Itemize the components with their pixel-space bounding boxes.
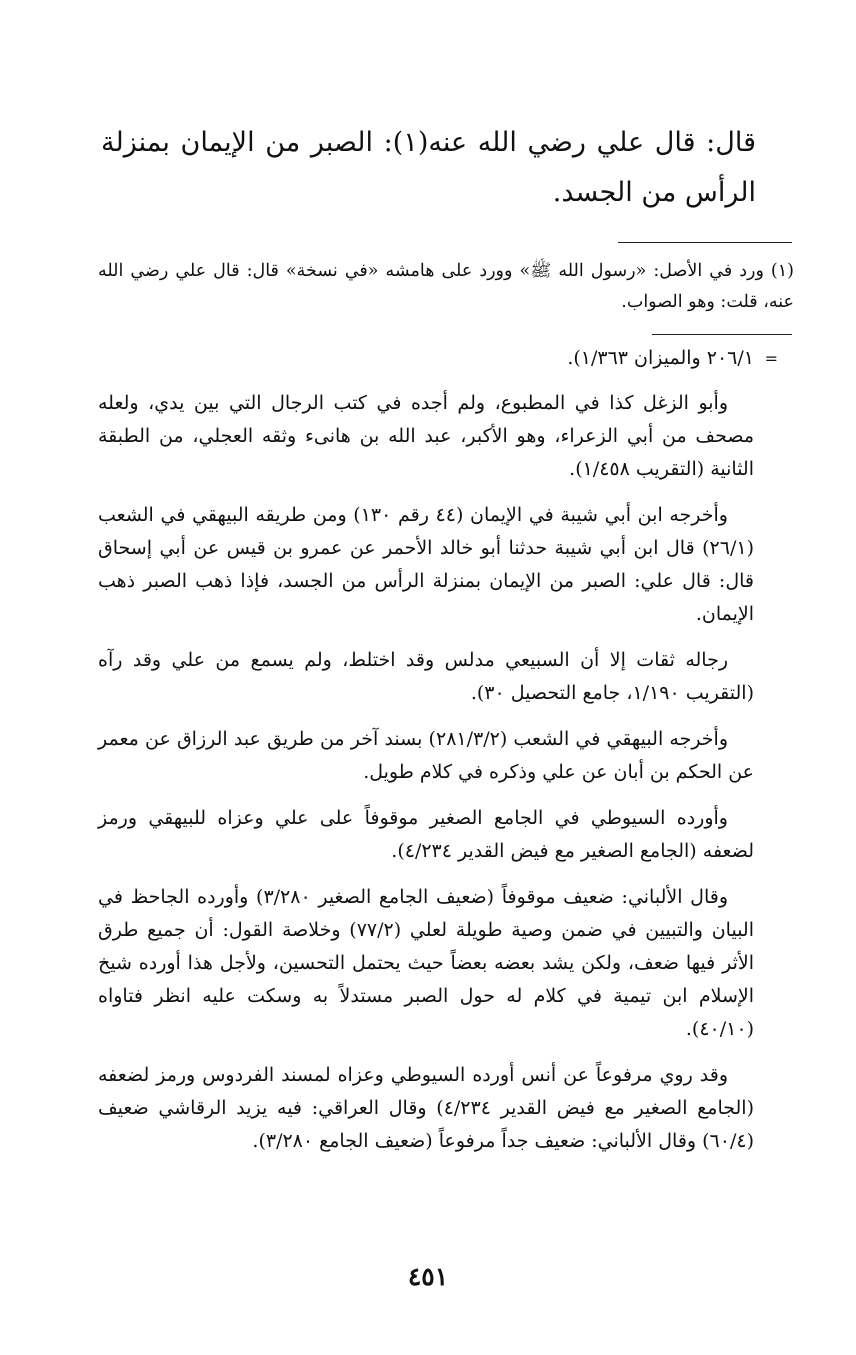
note-paragraph: وأخرجه البيهقي في الشعب (٢٨١/٣/٢) بسند آخر من طريق عبد الرزاق عن معمر عن الحكم بن أبان عن علي وذكره في كلام طويل. — [98, 728, 754, 783]
footnote-1: (١) ورد في الأصل: «رسول الله ﷺ» وورد على هامشه «في نسخة» قال: قال علي رضي الله عنه، قلت: وهو الصواب. — [98, 261, 794, 312]
page-number: ٤٥١ — [407, 1262, 449, 1291]
note-paragraph: وأخرجه ابن أبي شيبة في الإيمان (٤٤ رقم ١٣٠) ومن طريقه البيهقي في الشعب (٢٦/١) قال ابن أبي شيبة حدثنا أبو خالد الأحمر عن عمرو بن قيس عن أبي إسحاق قال: قال علي: الصبر من الإيمان بمنزلة الرأس من الجسد، فإذا ذهب الصبر ذهب الإيمان. — [98, 504, 754, 625]
notes-separator-line — [652, 334, 792, 335]
main-text: قال: قال علي رضي الله عنه(١): الصبر من الإيمان بمنزلة الرأس من الجسد. — [101, 127, 756, 208]
note-paragraph: وقال الألباني: ضعيف موقوفاً (ضعيف الجامع الصغير ٣/٢٨٠) وأورده الجاحظ في البيان والتبيين في ضمن وصية طويلة لعلي (٧٧/٢) وخلاصة القول: أن جميع طرق الأثر فيها ضعف، ولكن يشد بعضه بعضاً حيث يحتمل التحسين، ولأجل هذا أورده شيخ الإسلام ابن تيمية في كلام له حول الصبر مستدلاً به وسكت عليه انظر فتاواه (٤٠/١٠). — [98, 886, 755, 1040]
note-paragraph: وقد روي مرفوعاً عن أنس أورده السيوطي وعزاه لمسند الفردوس ورمز لضعفه (الجامع الصغير مع فيض القدير ٤/٢٣٤) وقال العراقي: فيه يزيد الرقاشي ضعيف (٦٠/٤) وقال الألباني: ضعيف جداً مرفوعاً (ضعيف الجامع ٣/٢٨٠). — [98, 1064, 754, 1152]
notes-section — [98, 342, 754, 1171]
note-paragraph: رجاله ثقات إلا أن السبيعي مدلس وقد اختلط، ولم يسمع من علي وقد رآه (التقريب ١/١٩٠، جامع التحصيل ٣٠). — [98, 649, 754, 704]
footnote-separator-line — [618, 242, 792, 243]
note-paragraph: وأبو الزغل كذا في المطبوع، ولم أجده في كتب الرجال التي بين يدي، ولعله مصحف من أبي الزعراء، وهو الأكبر، عبد الله بن هانىء وثقه العجلي، من الطبقة الثانية (التقريب ١/٤٥٨). — [98, 392, 754, 480]
continuation-mark: = — [764, 349, 778, 368]
note-paragraph: وأورده السيوطي في الجامع الصغير موقوفاً على علي وعزاه للبيهقي ورمز لضعفه (الجامع الصغير مع فيض القدير ٤/٢٣٤). — [98, 807, 754, 862]
note-paragraph: ٢٠٦/١ والميزان ١/٣٦٣). — [567, 347, 754, 369]
